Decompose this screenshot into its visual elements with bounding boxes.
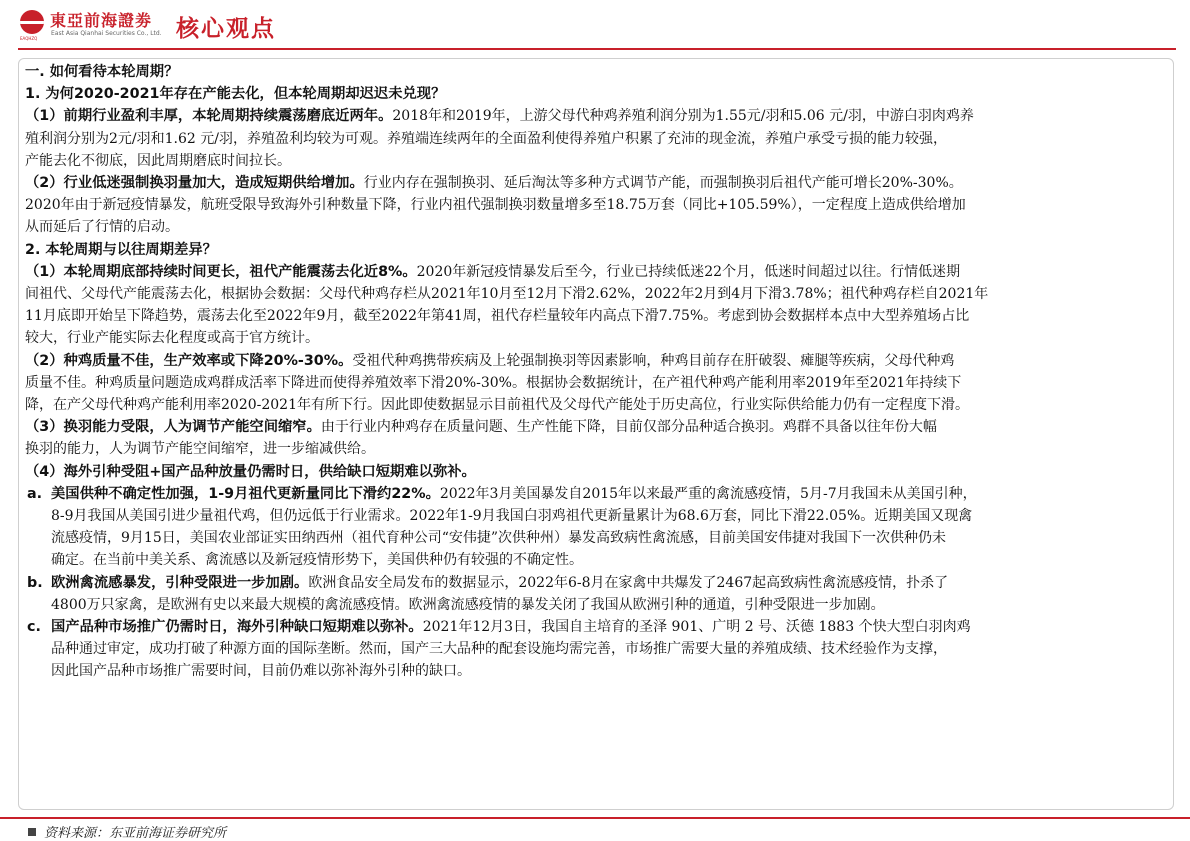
source-text: 资料来源：东亚前海证券研究所 <box>44 826 227 841</box>
source-note <box>28 822 226 841</box>
logo-mark-text: EAQHZQ <box>20 36 38 41</box>
list-b-line-2: 4800万只家禽，是欧洲有史以来最大规模的禽流感疫情。欧洲禽流感疫情的暴发关闭了我国从欧洲引种的通道，引种受限进一步加剧。 <box>51 596 885 613</box>
point-title: （1）本轮周期底部持续时间更长，祖代产能震荡去化近8%。 <box>25 263 417 280</box>
question-heading-2: 2. 本轮周期与以往周期差异？ <box>25 241 217 258</box>
paragraph-2-line-1 <box>25 172 1171 194</box>
header-divider <box>18 48 1176 50</box>
paragraph-4-line-1 <box>25 350 1171 372</box>
list-c-line-3: 因此国产品种市场推广需要时间，目前仍难以弥补海外引种的缺口。 <box>51 663 471 680</box>
paragraph-2-line-3: 从而延后了行情的启动。 <box>25 219 179 236</box>
list-label-c: c. <box>27 619 41 636</box>
content-panel <box>18 58 1174 810</box>
point-text: 2020年新冠疫情暴发后至今，行业已持续低迷22个月，低迷时间超过以往。行情低迷期 <box>416 263 961 280</box>
point-text: 由于行业内种鸡存在质量问题、生产性能下降，目前仅部分品种适合换羽。鸡群不具备以往年份大幅 <box>320 419 937 436</box>
list-c-line-1 <box>51 616 1171 638</box>
paragraph-1-line-2: 殖利润分别为2元/羽和1.62 元/羽，养殖盈利均较为可观。养殖端连续两年的全面盈利使得养殖户积累了充沛的现金流，养殖户承受亏损的能力较强， <box>25 130 947 147</box>
point-text: 行业内存在强制换羽、延后淘汰等多种方式调节产能，而强制换羽后祖代产能可增长20%-30%。 <box>363 175 963 192</box>
question-heading-1: 1. 为何2020-2021年存在产能去化，但本轮周期却迟迟未兑现？ <box>25 86 446 103</box>
point-title: （1）前期行业盈利丰厚，本轮周期持续震荡磨底近两年。 <box>25 108 393 125</box>
logo-emblem-icon <box>20 10 44 34</box>
paragraph-5-line-2: 换羽的能力，人为调节产能空间缩窄，进一步缩减供给。 <box>25 441 375 458</box>
paragraph-1-line-3: 产能去化不彻底，因此周期磨底时间拉长。 <box>25 152 291 169</box>
point-title: 欧洲禽流感暴发，引种受限进一步加剧。 <box>51 574 309 591</box>
paragraph-5-line-1 <box>25 416 1171 438</box>
list-label-b: b. <box>27 574 43 591</box>
logo-name-en: East Asia Qianhai Securities Co., Ltd. <box>51 30 162 37</box>
page-title: 核心观点 <box>176 16 276 42</box>
point-text: 欧洲食品安全局发布的数据显示，2022年6-8月在家禽中共爆发了2467起高致病性禽流感疫情，扑杀了 <box>308 574 949 591</box>
paragraph-2-line-2: 2020年由于新冠疫情暴发，航班受限导致海外引种数量下降，行业内祖代强制换羽数量增多至18.75万套（同比+105.59%），一定程度上造成供给增加 <box>25 197 966 214</box>
point-title: （2）种鸡质量不佳，生产效率或下降20%-30%。 <box>25 352 353 369</box>
paragraph-4-line-2: 质量不佳。种鸡质量问题造成鸡群成活率下降进而使得养殖效率下滑20%-30%。根据协会数据统计，在产祖代种鸡产能利用率2019年至2021年持续下 <box>25 374 962 391</box>
paragraph-3-line-4: 较大，行业产能实际去化程度或高于官方统计。 <box>25 330 319 347</box>
point-title: （3）换羽能力受限，人为调节产能空间缩窄。 <box>25 419 321 436</box>
page-header <box>0 0 1190 50</box>
list-b-line-1 <box>51 572 1171 594</box>
point-text: 2022年3月美国暴发自2015年以来最严重的禽流感疫情，5月-7月我国未从美国引种， <box>439 485 977 502</box>
list-a-line-4: 确定。在当前中美关系、禽流感以及新冠疫情形势下，美国供种仍有较强的不确定性。 <box>51 552 583 569</box>
point-text: 受祖代种鸡携带疾病及上轮强制换羽等因素影响，种鸡目前存在肝破裂、瘫腿等疾病，父母代种鸡 <box>352 352 955 369</box>
paragraph-1-line-1 <box>25 105 1171 127</box>
point-text: 2018年和2019年，上游父母代种鸡养殖利润分别为1.55元/羽和5.06 元/羽，中游白羽肉鸡养 <box>392 108 974 125</box>
list-item-b <box>25 572 1171 616</box>
paragraph-3-line-1 <box>25 261 1171 283</box>
point-heading-4: （4）海外引种受阻+国产品种放量仍需时日，供给缺口短期难以弥补。 <box>25 463 476 480</box>
content-body <box>25 61 1171 683</box>
paragraph-3-line-3: 11月底即开始呈下降趋势，震荡去化至2022年9月，截至2022年第41周，祖代存栏量较年内高点下滑7.75%。考虑到协会数据样本点中大型养殖场占比 <box>25 308 970 325</box>
point-title: （2）行业低迷强制换羽量加大，造成短期供给增加。 <box>25 175 364 192</box>
footer-divider <box>0 817 1190 819</box>
bullet-square-icon <box>28 828 36 836</box>
paragraph-4-line-3: 降，在产父母代种鸡产能利用率2020-2021年有所下行。因此即使数据显示目前祖代及父母代产能处于历史高位，行业实际供给能力仍有一定程度下滑。 <box>25 397 969 414</box>
list-label-a: a. <box>27 485 43 502</box>
company-logo <box>20 8 170 42</box>
list-a-line-1 <box>51 483 1171 505</box>
list-a-line-3: 流感疫情，9月15日，美国农业部证实田纳西州（祖代育种公司“安伟捷”次供种州）暴发高致病性禽流感，目前美国安伟捷对我国下一次供种仍未 <box>51 530 947 547</box>
paragraph-3-line-2: 间祖代、父母代产能震荡去化，根据协会数据：父母代种鸡存栏从2021年10月至12月下滑2.62%，2022年2月到4月下滑3.78%；祖代种鸡存栏自2021年 <box>25 286 989 303</box>
list-a-line-2: 8-9月我国从美国引进少量祖代鸡，但仍远低于行业需求。2022年1-9月我国白羽鸡祖代更新量累计为68.6万套，同比下滑22.05%。近期美国又现禽 <box>51 508 973 525</box>
logo-name-cn: 東亞前海證劵 <box>50 11 153 30</box>
list-item-a <box>25 483 1171 572</box>
list-c-line-2: 品种通过审定，成功打破了种源方面的国际垄断。然而，国产三大品种的配套设施均需完善，市场推广需要大量的养殖成绩、技术经验作为支撑， <box>51 641 947 658</box>
point-title: 国产品种市场推广仍需时日，海外引种缺口短期难以弥补。 <box>51 619 423 636</box>
section-heading-1: 一. 如何看待本轮周期？ <box>25 64 179 80</box>
point-text: 2021年12月3日，我国自主培育的圣泽 901、广明 2 号、沃德 1883 个快大型白羽肉鸡 <box>422 619 971 636</box>
point-title: 美国供种不确定性加强，1-9月祖代更新量同比下滑约22%。 <box>51 485 440 502</box>
list-item-c <box>25 616 1171 683</box>
